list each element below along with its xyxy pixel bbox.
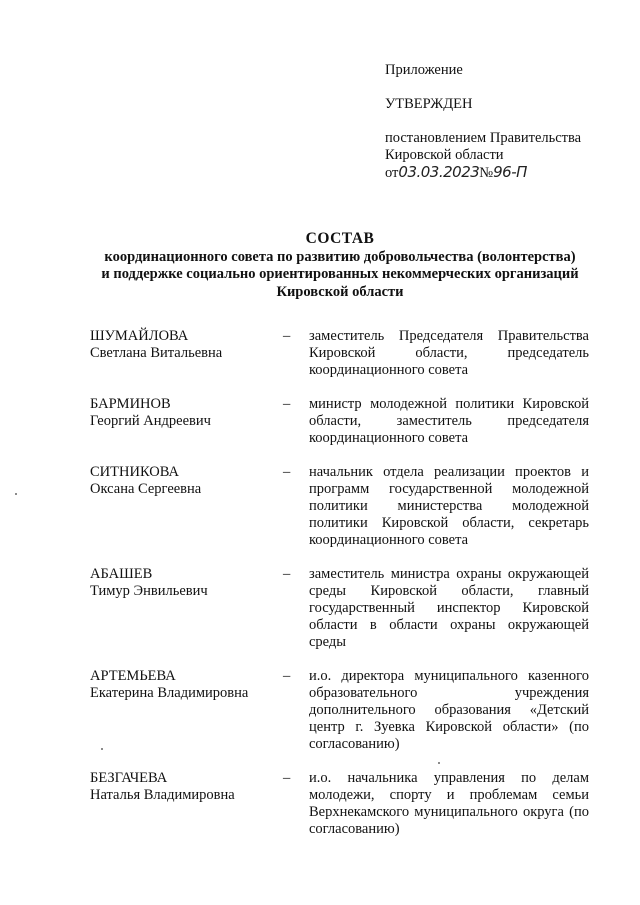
decree-line-1: постановлением Правительства <box>385 130 582 146</box>
member-name <box>90 566 283 651</box>
member-given-name: Георгий Андреевич <box>90 413 211 429</box>
document-title: СОСТАВ <box>305 230 375 247</box>
approved-label: УТВЕРЖДЕН <box>385 96 473 112</box>
member-dash: – <box>283 396 291 412</box>
member-given-name: Наталья Владимировна <box>90 787 235 803</box>
scan-speck <box>101 748 103 750</box>
handwritten-number: 96-П <box>493 163 527 181</box>
member-dash: – <box>283 464 291 480</box>
member-role: заместитель Председателя Правительства Кировской области, председатель координационного совета <box>309 328 589 378</box>
member-entry <box>90 464 590 549</box>
handwritten-date: 03.03.2023 <box>398 163 480 181</box>
member-entry <box>90 328 590 379</box>
member-entry <box>90 668 590 753</box>
scan-speck <box>438 762 440 764</box>
member-dash: – <box>283 770 291 786</box>
member-surname: СИТНИКОВА <box>90 464 179 480</box>
member-given-name: Екатерина Владимировна <box>90 685 249 701</box>
heading-line-3: Кировской области <box>276 283 404 300</box>
member-name <box>90 464 283 549</box>
member-name <box>90 396 283 447</box>
member-dash: – <box>283 668 291 684</box>
member-given-name: Тимур Энвильевич <box>90 583 208 599</box>
member-entry <box>90 566 590 651</box>
member-surname: БАРМИНОВ <box>90 396 171 412</box>
member-name <box>90 328 283 379</box>
member-entry <box>90 396 590 447</box>
heading-line-1: координационного совета по развитию добровольчества (волонтерства) <box>104 248 576 265</box>
members-list <box>90 328 590 855</box>
member-name <box>90 770 283 838</box>
member-dash: – <box>283 328 291 344</box>
number-prefix: № <box>479 165 494 181</box>
member-surname: БЕЗГАЧЕВА <box>90 770 168 786</box>
member-name <box>90 668 283 753</box>
member-surname: АРТЕМЬЕВА <box>90 668 176 684</box>
member-role: министр молодежной политики Кировской области, заместитель председателя координационного совета <box>309 396 589 446</box>
appendix-label: Приложение <box>385 62 463 78</box>
decree-line-2: Кировской области <box>385 147 504 163</box>
heading-line-2: и поддержке социально ориентированных некоммерческих организаций <box>101 266 579 282</box>
member-surname: ШУМАЙЛОВА <box>90 328 189 344</box>
member-surname: АБАШЕВ <box>90 566 153 582</box>
decree-date-line <box>385 164 625 182</box>
date-prefix: от <box>385 165 399 181</box>
member-given-name: Оксана Сергеевна <box>90 481 202 497</box>
member-role: и.о. директора муниципального казенного образовательного учреждения дополнительного образования «Детский центр г. Зуевка Кировской области» (по согласованию) <box>309 668 589 752</box>
member-dash: – <box>283 566 291 582</box>
member-role: начальник отдела реализации проектов и программ государственной молодежной политики министерства молодежной политики Кировской области, секретарь координационного совета <box>309 464 589 548</box>
approval-block <box>385 62 625 182</box>
document-heading <box>60 230 620 301</box>
member-given-name: Светлана Витальевна <box>90 345 223 361</box>
member-role: и.о. начальника управления по делам молодежи, спорту и проблемам семьи Верхнекамского муниципального округа (по согласованию) <box>309 770 589 837</box>
scan-speck <box>15 493 17 495</box>
member-role: заместитель министра охраны окружающей среды Кировской области, главный государственный инспектор Кировской области в области охраны окружающей среды <box>309 566 589 650</box>
member-entry <box>90 770 590 838</box>
